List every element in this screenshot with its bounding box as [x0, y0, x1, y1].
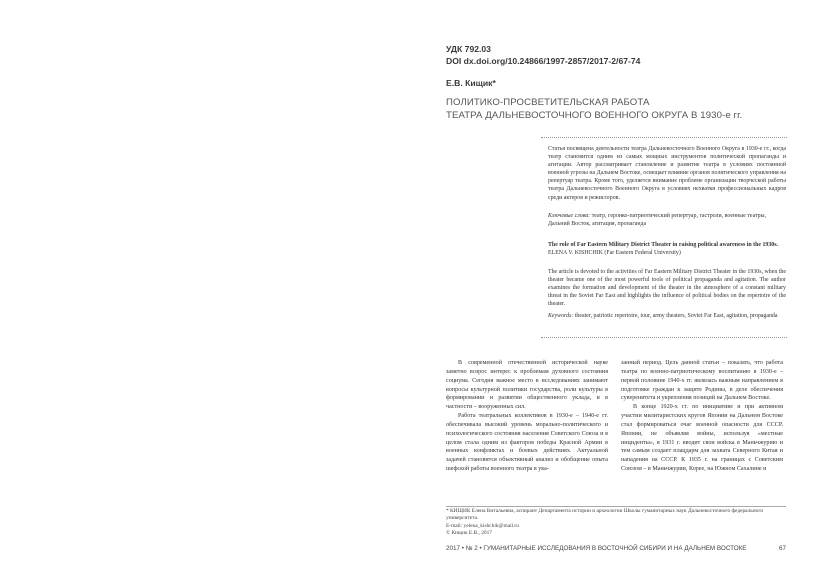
body-column-right: [621, 359, 783, 474]
footnote-divider: [446, 506, 786, 507]
keywords-label-en: Keywords:: [548, 313, 574, 319]
footnote-affiliation: * КИЩИК Елена Витальевна, аспирант Департамента истории и археологии Школы гуманитарных наук Дальневосточного федерального университета.: [446, 508, 764, 522]
body-column-left: [446, 359, 608, 474]
footnote-email[interactable]: E-mail: yelena_kishchik@mail.ru: [446, 522, 519, 529]
article-title: [446, 97, 806, 122]
keywords-russian: [548, 212, 786, 228]
footnote-copyright: © Кищик Е.В., 2017: [446, 530, 492, 537]
abstract-english: The article is devoted to the activities of Far Eastern Military District Theater in the 1930s, when the theater became one of the most powerful tools of political propaganda and agitation. The author examines the formation and development of the theater in the atmosphere of a constant military threat in the Soviet Far East and highlights the influence of political bodies on the repertoire of the theater.: [548, 269, 786, 308]
doi-link[interactable]: DOI dx.doi.org/10.24866/1997-2857/2017-2/67-74: [446, 56, 641, 66]
body-paragraph: Работа театральных коллективов в 1930-е – 1940-е гг. обеспечивала высокий уровень морально-политического и психологического состояния населения Советского Союза и в целом стала одним из факторов победы Красной Армии в военных конфликтах и боевых действиях. Актуальной задачей становится объективный анализ и обобщение опыта шефской работы военного театра в ука-: [446, 413, 608, 473]
keywords-list-ru: театр, героико-патриотический репертуар, гастроли, военные театры, Дальний Восток, агитация, пропаганда: [548, 213, 767, 228]
author-footnote: [446, 508, 786, 538]
journal-footer-text: 2017 • № 2 • ГУМАНИТАРНЫЕ ИССЛЕДОВАНИЯ В ВОСТОЧНОЙ СИБИРИ И НА ДАЛЬНЕМ ВОСТОКЕ: [446, 545, 747, 552]
keywords-label-ru: Ключевые слова:: [548, 213, 591, 219]
title-line-1: ПОЛИТИКО-ПРОСВЕТИТЕЛЬСКАЯ РАБОТА: [446, 97, 650, 108]
body-paragraph: В конце 1920-х гг. по инициативе и при активном участии милитаристских кругов Японии на Дальнем Востоке стал формироваться очаг военной опасности для СССР. Японии, не объявляя войны, используя «местные инциденты», в 1931 г. вводит свои войска в Маньчжурию и тем самым создает плацдарм для захвата Северного Китая и нападения на СССР. К 1935 г. на границах с Советским Союзом – в Маньчжурии, Корее, на Южном Сахалине и: [621, 404, 783, 473]
title-line-2: ТЕАТРА ДАЛЬНЕВОСТОЧНОГО ВОЕННОГО ОКРУГА В 1930-е гг.: [446, 109, 743, 121]
body-paragraph: занный период. Цель данной статьи – показать, что работа театра по военно-патриотическому воспитанию в 1930-е – первой половине 1940-х гг. являлась важным направлением в подготовке граждан к защите Родины, в деле обеспечения суверенитета и укрепления позиций на Дальнем Востоке.: [621, 360, 783, 402]
keywords-english: [548, 312, 786, 320]
abstract-english-heading: [548, 241, 786, 257]
author-name: Е.В. Кищик*: [446, 78, 496, 88]
udk-code: УДК 792.03: [446, 44, 491, 54]
body-paragraph: В современной отечественной исторической науке заметно возрос интерес к проблемам духовного состояния социума. Сегодня важное место в исследованиях занимают вопросы культурной политики государства, роли культуры в формировании и развитии общественного уклада, и в частности – вооруженных сил.: [446, 360, 608, 411]
abstract-divider-bottom: [541, 337, 787, 338]
english-author: ELENA V. KISHCHIK (Far Eastern Federal University): [548, 250, 681, 257]
abstract-divider-top: [541, 137, 787, 138]
keywords-list-en: theater, patriotic repertoire, tour, army theaters, Soviet Far East, agitation, propaganda: [573, 313, 778, 319]
page-number: 67: [778, 545, 786, 552]
abstract-russian: Статья посвящена деятельности театра Дальневосточного Военного Округа в 1930-е гг., когда театр становится одним из самых мощных инструментов политической пропаганды и агитации. Автор рассматривает становление и развитие театра в условиях постоянной военной угрозы на Дальнем Востоке, освещает влияние органов политического управления на репертуар театра. Кроме того, уделяется внимание проблеме организации творческой работы театра Дальневосточного Военного Округа в условиях нехватки профессиональных кадров среди актеров и режиссеров.: [548, 146, 786, 201]
english-title: The role of Far Eastern Military District Theater in raising political awareness in the 1930s.: [548, 242, 778, 248]
